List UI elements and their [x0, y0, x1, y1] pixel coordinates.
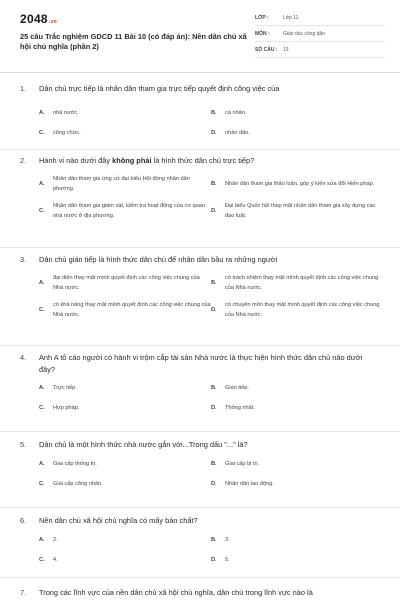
- option-d[interactable]: D. có chuyên môn thay mặt mình quyết định các công việc chung của Nhà nước.: [211, 302, 380, 318]
- meta-value: Lớp 11: [283, 14, 299, 21]
- question-text: Anh A tố cáo người có hành vi trộm cắp tài sản Nhà nước là thực hiện hình thức dân chủ nào dưới đây?: [39, 353, 363, 374]
- question-number: 6.: [20, 516, 27, 525]
- option-a[interactable]: A. đại diện thay mặt mình quyết định các công việc chung của Nhà nước.: [39, 275, 200, 291]
- option-b[interactable]: B. Gián tiếp.: [211, 385, 249, 391]
- option-a[interactable]: A. Giai cấp thống trị.: [39, 461, 97, 467]
- question-number: 2.: [20, 156, 27, 165]
- option-b[interactable]: B. có trách nhiệm thay mặt mình quyết định các công việc chung của Nhà nước.: [211, 275, 379, 291]
- option-d[interactable]: D. 5.: [211, 557, 230, 563]
- option-b[interactable]: B. Giai cấp bị trị.: [211, 461, 260, 467]
- option-a[interactable]: A. 2.: [39, 537, 58, 543]
- meta-row-count: [255, 42, 385, 58]
- question-4: [0, 346, 400, 432]
- option-b[interactable]: B. 3.: [211, 537, 230, 543]
- meta-info: [255, 10, 385, 58]
- option-c[interactable]: C. Giai cấp công nhân.: [39, 481, 103, 487]
- page-header: [0, 0, 400, 72]
- option-b[interactable]: B. Nhân dân tham gia thảo luận, góp ý kiến sửa đổi Hiến pháp.: [211, 180, 375, 187]
- option-a[interactable]: A. Trực tiếp.: [39, 385, 77, 391]
- option-d[interactable]: D. Thống nhất.: [211, 405, 255, 411]
- meta-key: LỚP :: [255, 14, 269, 21]
- question-number: 5.: [20, 440, 27, 449]
- option-d[interactable]: D. nhân dân.: [211, 130, 250, 136]
- logo-text: 2048: [20, 12, 48, 26]
- question-number: 3.: [20, 255, 27, 264]
- meta-key: MÔN :: [255, 30, 270, 37]
- question-5: [0, 432, 400, 508]
- question-text: Hành vi nào dưới đây không phải là hình thức dân chủ trực tiếp?: [39, 156, 255, 165]
- option-b[interactable]: B. cá nhân.: [211, 110, 247, 116]
- question-6: [0, 508, 400, 578]
- page-title: 25 câu Trắc nghiệm GDCD 11 Bài 10 (có đáp án): Nền dân chủ xã hội chủ nghĩa (phần 2): [20, 32, 247, 51]
- option-c[interactable]: C. công chức.: [39, 130, 81, 136]
- meta-value: Giáo dục công dân: [283, 30, 325, 37]
- question-text: Trong các lĩnh vực của nền dân chủ xã hội chủ nghĩa, dân chủ trong lĩnh vực nào là: [39, 588, 313, 597]
- option-c[interactable]: C. Nhân dân tham gia giám sát, kiểm tra hoạt động của cơ quan nhà nước ở địa phương.: [39, 203, 205, 219]
- meta-key: SỐ CÂU :: [255, 46, 278, 53]
- meta-row-class: [255, 10, 385, 26]
- question-3: [0, 248, 400, 346]
- option-a[interactable]: A. nhà nước.: [39, 110, 79, 116]
- option-d[interactable]: D. Nhân dân lao động.: [211, 481, 274, 487]
- question-list: [0, 80, 400, 599]
- option-a[interactable]: A. Nhân dân tham gia ứng cử đại biểu Hội đồng nhân dân phường.: [39, 176, 190, 192]
- question-2: [0, 150, 400, 248]
- meta-row-subject: [255, 26, 385, 42]
- question-number: 4.: [20, 353, 27, 362]
- option-d[interactable]: D. Đại biểu Quốc hội thay mặt nhân dân tham gia xây dựng các đạo luật.: [211, 203, 376, 219]
- logo-suffix: .vn: [48, 19, 58, 25]
- header-divider: [0, 72, 400, 73]
- question-text: Dân chủ gián tiếp là hình thức dân chủ để nhân dân bầu ra những người: [39, 255, 278, 264]
- site-logo[interactable]: [20, 12, 57, 26]
- question-7: [0, 578, 400, 599]
- question-text: Dân chủ là một hình thức nhà nước gắn với...Trong dấu "..." là?: [39, 440, 248, 449]
- emphasis: không phải: [112, 156, 152, 165]
- question-number: 7.: [20, 588, 27, 597]
- option-c[interactable]: C. có khả năng thay mặt mình quyết định các công việc chung của Nhà nước.: [39, 302, 211, 318]
- question-1: [0, 80, 400, 150]
- option-c[interactable]: C. Hợp pháp.: [39, 405, 80, 411]
- meta-value: 13: [283, 46, 289, 53]
- option-c[interactable]: C. 4.: [39, 557, 58, 563]
- question-text: Dân chủ trực tiếp là nhân dân tham gia trực tiếp quyết định công việc của: [39, 84, 280, 93]
- question-number: 1.: [20, 84, 27, 93]
- question-text: Nền dân chủ xã hội chủ nghĩa có mấy bản chất?: [39, 516, 198, 525]
